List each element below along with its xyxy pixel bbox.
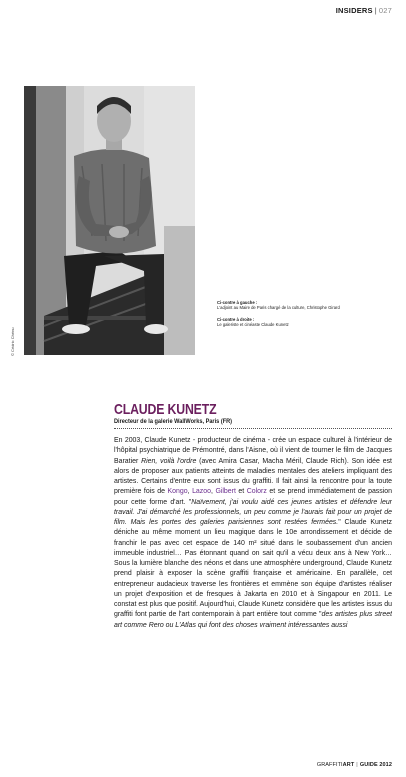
portrait-illustration xyxy=(24,86,195,355)
body-text: et se prend immédiatement de passion pour cette forme d'art. " xyxy=(114,488,392,506)
body-text: En 2003, Claude Kunetz - producteur de cinéma - crée un espace culturel à l'intérieur de l'hôpital psychiatrique de Prémontré, dans l'Aisne, où il vient de tourner le film de Jacques Baratier xyxy=(114,437,392,465)
caption-title: Ci-contre à gauche : xyxy=(217,300,258,305)
film-title: Rien, voilà l'ordre xyxy=(141,457,197,465)
photo-captions xyxy=(217,300,392,334)
conjunction: et xyxy=(235,488,247,496)
punctuation: , xyxy=(210,488,216,496)
brand-logo xyxy=(317,762,354,768)
article-body xyxy=(114,436,392,699)
article-role: Directeur de la galerie WallWorks, Paris (FR) xyxy=(114,418,233,425)
portrait-photo xyxy=(24,86,195,355)
heading-divider xyxy=(114,428,392,429)
footer-separator: | xyxy=(356,762,358,768)
page-header xyxy=(336,6,392,15)
page-footer xyxy=(317,762,392,768)
body-text: (avec Amira Casar, Macha Méril, Claude Rich). Son idée est alors de proposer aux patients atteints de maladies mentales des ateliers impliquant des artistes. Certains d'entre eux sont issus du graffiti. Il fait ainsi la rencontre pour la toute première fois de xyxy=(114,457,392,496)
section-title: INSIDERS xyxy=(335,6,373,15)
caption-title: Ci-contre à droite : xyxy=(217,316,255,322)
guide-label: GUIDE 2012 xyxy=(359,762,392,768)
brand-bold: ART xyxy=(342,762,355,768)
artist-name: Lazoo xyxy=(192,488,211,496)
punctuation: , xyxy=(187,488,193,496)
header-separator: | xyxy=(374,6,377,15)
artist-name: Gilbert xyxy=(215,488,236,496)
caption-text: L'adjoint au Maire de Paris chargé de la culture, Christophe Girard xyxy=(217,305,340,311)
body-text: " Claude Kunetz déniche au même moment un lieu magique dans le 10e arrondissement et décide de franchir le pas avec cet espace de 140 m² situé dans le soubassement d'un ancien immeuble industriel… Pas étonnant quand on sait qu'il a vécu deux ans à New York… Sous la lumière blanche des néons et dans une atmosphère underground, Claude Kunetz prend plaisir à exposer la scène graffiti française et américaine. En parallèle, cet entrepreneur audacieux traverse les frontières et emmène son équipe d'artistes réaliser un projet d'exposition et de fresques à Jakarta en 2010 et à Singapour en 2011. Le constat est plus que positif. Aujourd'hui, Claude Kunetz considère que les artistes issus du graffiti font partie de l'art contemporain à part entière tout comme " xyxy=(114,519,392,619)
artist-name: Kongo xyxy=(167,488,188,496)
page-number: 027 xyxy=(378,6,392,15)
brand-light: GRAFFITI xyxy=(316,762,343,768)
caption-right xyxy=(217,317,392,328)
caption-left xyxy=(217,300,392,311)
artist-name: Colorz xyxy=(246,488,267,496)
body-paragraph xyxy=(114,436,392,631)
photo-credit: © Cédric Chénu xyxy=(10,327,15,356)
quote: Naïvement, j'ai voulu aidé ces jeunes artistes et défendre leur travail. J'ai démarché les professionnels, un peu comme je l'aurais fait pour un projet de film. Mais les portes des galeries parisiennes sont restées fermées. xyxy=(114,498,392,526)
caption-text: Le galeriste et cinéaste Claude Kunetz xyxy=(217,322,289,328)
quote: des artistes plus street art comme Rero ou L'Atlas qui font des choses vraiment intéressantes aussi xyxy=(114,611,392,629)
article-name: CLAUDE KUNETZ xyxy=(114,401,217,418)
